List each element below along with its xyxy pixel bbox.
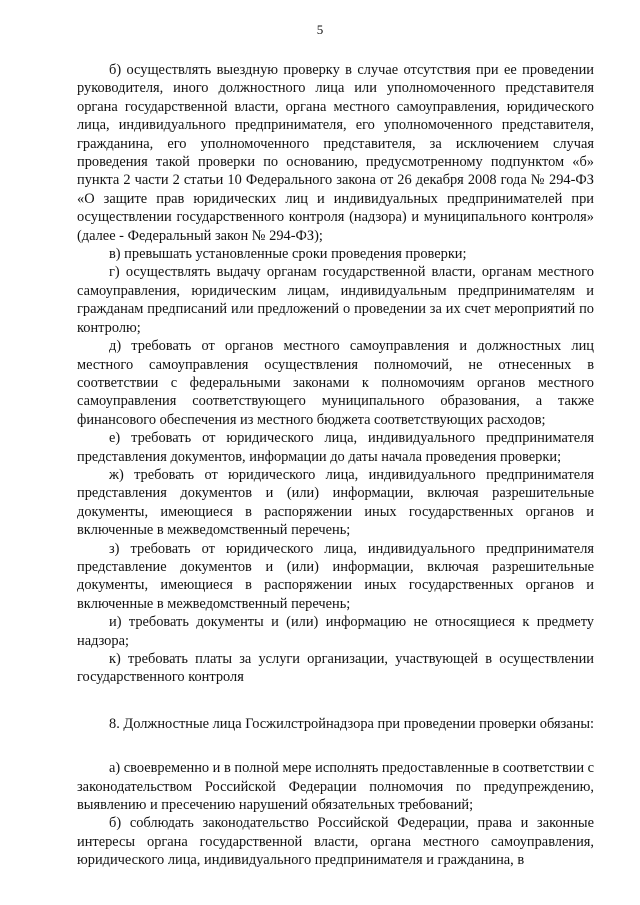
paragraph-b-observe-legislation: б) соблюдать законодательство Российской Федерации, права и законные интересы органа государственной власти, органа местного самоуправления, юридического лица, индивидуального предпринимателя и гражданина, в: [77, 815, 594, 869]
paragraph-z-interagency-documents: з) требовать от юридического лица, индивидуального предпринимателя представление документов и (или) информации, включая разрешительные документы, имеющиеся в распоряжении иных государственных органов и включенные в межведомственный перечень;: [77, 540, 594, 612]
document-body: [77, 61, 594, 870]
paragraph-e-documents-before-check: е) требовать от юридического лица, индивидуального предпринимателя представления документов, информации до даты начала проведения проверки;: [77, 430, 594, 465]
paragraph-i-irrelevant-documents: и) требовать документы и (или) информацию не относящиеся к предмету надзора;: [77, 614, 594, 649]
paragraph-spacer: [77, 687, 594, 715]
paragraph-v-deadlines: в) превышать установленные сроки проведения проверки;: [109, 246, 467, 263]
paragraph-zh-interagency-documents: ж) требовать от юридического лица, индивидуального предпринимателя представления документов и (или) информации, включая разрешительные документы, имеющиеся в распоряжении иных государственных органов и включенные в межведомственный перечень;: [77, 466, 594, 539]
section-8-heading: 8. Должностные лица Госжилстройнадзора при проведении проверки обязаны:: [109, 715, 595, 732]
paragraph-b-onsite-inspection: б) осуществлять выездную проверку в случае отсутствия при ее проведении руководителя, иного должностного лица или уполномоченного представителя органа государственной власти, органа местного самоуправления, юридического лица, индивидуального предпринимателя, его уполномоченного представителя, гражданина, его уполномоченного представителя, за исключением случая проведения такой проверки по основанию, предусмотренному подпунктом «б» пункта 2 части 2 статьи 10 Федерального закона от 26 декабря 2008 года № 294-ФЗ «О защите прав юридических лиц и индивидуальных предпринимателей при осуществлении государственного контроля (надзора) и муниципального контроля» (далее - Федеральный закон № 294-ФЗ);: [77, 62, 594, 244]
paragraph-a-exercise-powers: а) своевременно и в полной мере исполнять предоставленные в соответствии с законодательством Российской Федерации полномочия по предупреждению, выявлению и пресечению нарушений обязательных требований;: [77, 760, 595, 814]
page-number: 5: [316, 22, 324, 37]
paragraph-g-prescriptions: г) осуществлять выдачу органам государственной власти, органам местного самоуправления, юридическим лицам, индивидуальным предпринимателям и гражданам предписаний или предложений о проведении за их счет мероприятий по контролю;: [77, 264, 594, 336]
paragraph-spacer: [77, 733, 594, 759]
paragraph-k-service-fees: к) требовать платы за услуги организации, участвующей в осуществлении государственного контроля: [77, 651, 594, 686]
paragraph-d-local-authorities: д) требовать от органов местного самоуправления и должностных лиц местного самоуправления осуществления полномочий, не отнесенных в соответствии с федеральными законами к полномочиям органов местного самоуправления соответствующего муниципального образования, а также финансового обеспечения из местного бюджета соответствующих расходов;: [77, 338, 594, 428]
